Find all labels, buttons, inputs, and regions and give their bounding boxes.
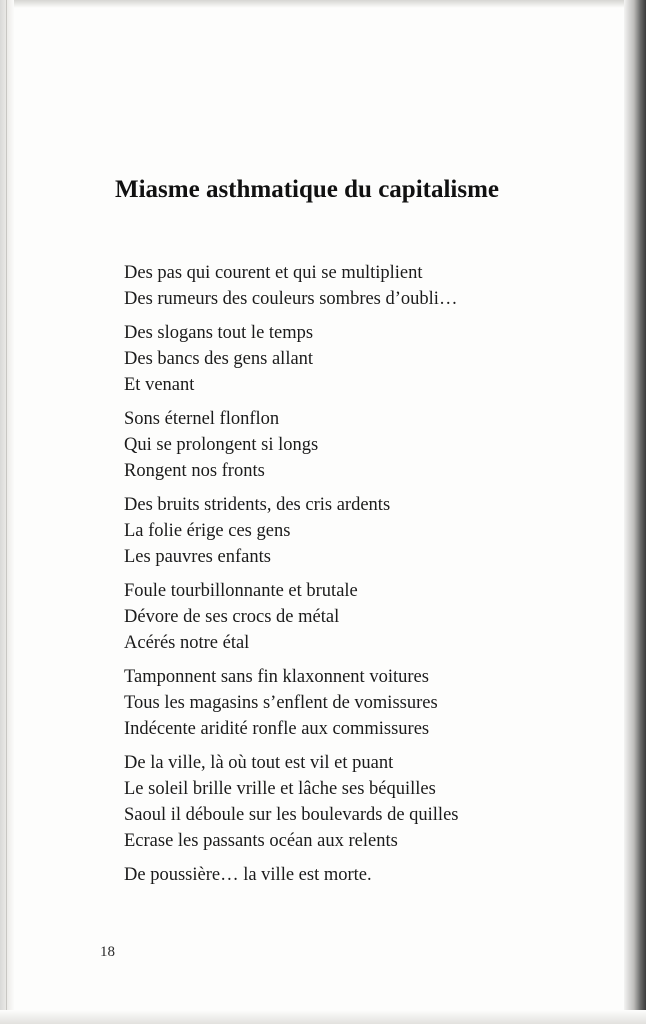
poem-line: Saoul il déboule sur les boulevards de quilles bbox=[124, 805, 459, 825]
page-binding-gutter bbox=[624, 0, 646, 1024]
poem-line: Des slogans tout le temps bbox=[124, 323, 314, 343]
stanza-final bbox=[124, 862, 604, 888]
poem-line: Rongent nos fronts bbox=[124, 461, 265, 481]
poem-line: Et venant bbox=[124, 375, 195, 395]
page-top-edge bbox=[0, 0, 646, 8]
poem-line: Des bancs des gens allant bbox=[124, 349, 314, 369]
poem-line: Sons éternel flonflon bbox=[124, 409, 280, 429]
stanza-3 bbox=[124, 406, 604, 484]
page-bottom-edge bbox=[0, 1010, 646, 1024]
poem-line: Le soleil brille vrille et lâche ses béquilles bbox=[124, 779, 436, 799]
poem-line: Acérés notre étal bbox=[124, 633, 250, 653]
poem-line: Les pauvres enfants bbox=[124, 547, 271, 567]
poem-line: Dévore de ses crocs de métal bbox=[124, 607, 340, 627]
page-number: 18 bbox=[100, 944, 115, 960]
stanza-1 bbox=[124, 260, 604, 312]
poem-line: Des rumeurs des couleurs sombres d’oubli… bbox=[124, 289, 458, 309]
poem-line: Tous les magasins s’enflent de vomissures bbox=[124, 693, 438, 713]
stanza-4 bbox=[124, 492, 604, 570]
poem-line: Qui se prolongent si longs bbox=[124, 435, 319, 455]
poem-final-line: De poussière… la ville est morte. bbox=[124, 865, 372, 885]
page-left-edge bbox=[0, 0, 14, 1024]
stanza-6 bbox=[124, 664, 604, 742]
poem-line: Des bruits stridents, des cris ardents bbox=[124, 495, 391, 515]
stanza-7 bbox=[124, 750, 604, 854]
poem-line: Foule tourbillonnante et brutale bbox=[124, 581, 358, 601]
poem-body bbox=[124, 260, 604, 896]
poem-line: Indécente aridité ronfle aux commissures bbox=[124, 719, 430, 739]
poem-line: La folie érige ces gens bbox=[124, 521, 291, 541]
poem-line: De la ville, là où tout est vil et puant bbox=[124, 753, 394, 773]
poem-line: Ecrase les passants océan aux relents bbox=[124, 831, 398, 851]
poem-line: Tamponnent sans fin klaxonnent voitures bbox=[124, 667, 429, 687]
stanza-5 bbox=[124, 578, 604, 656]
poem-title: Miasme asthmatique du capitalisme bbox=[115, 176, 500, 203]
stanza-2 bbox=[124, 320, 604, 398]
poem-line: Des pas qui courent et qui se multiplient bbox=[124, 263, 423, 283]
